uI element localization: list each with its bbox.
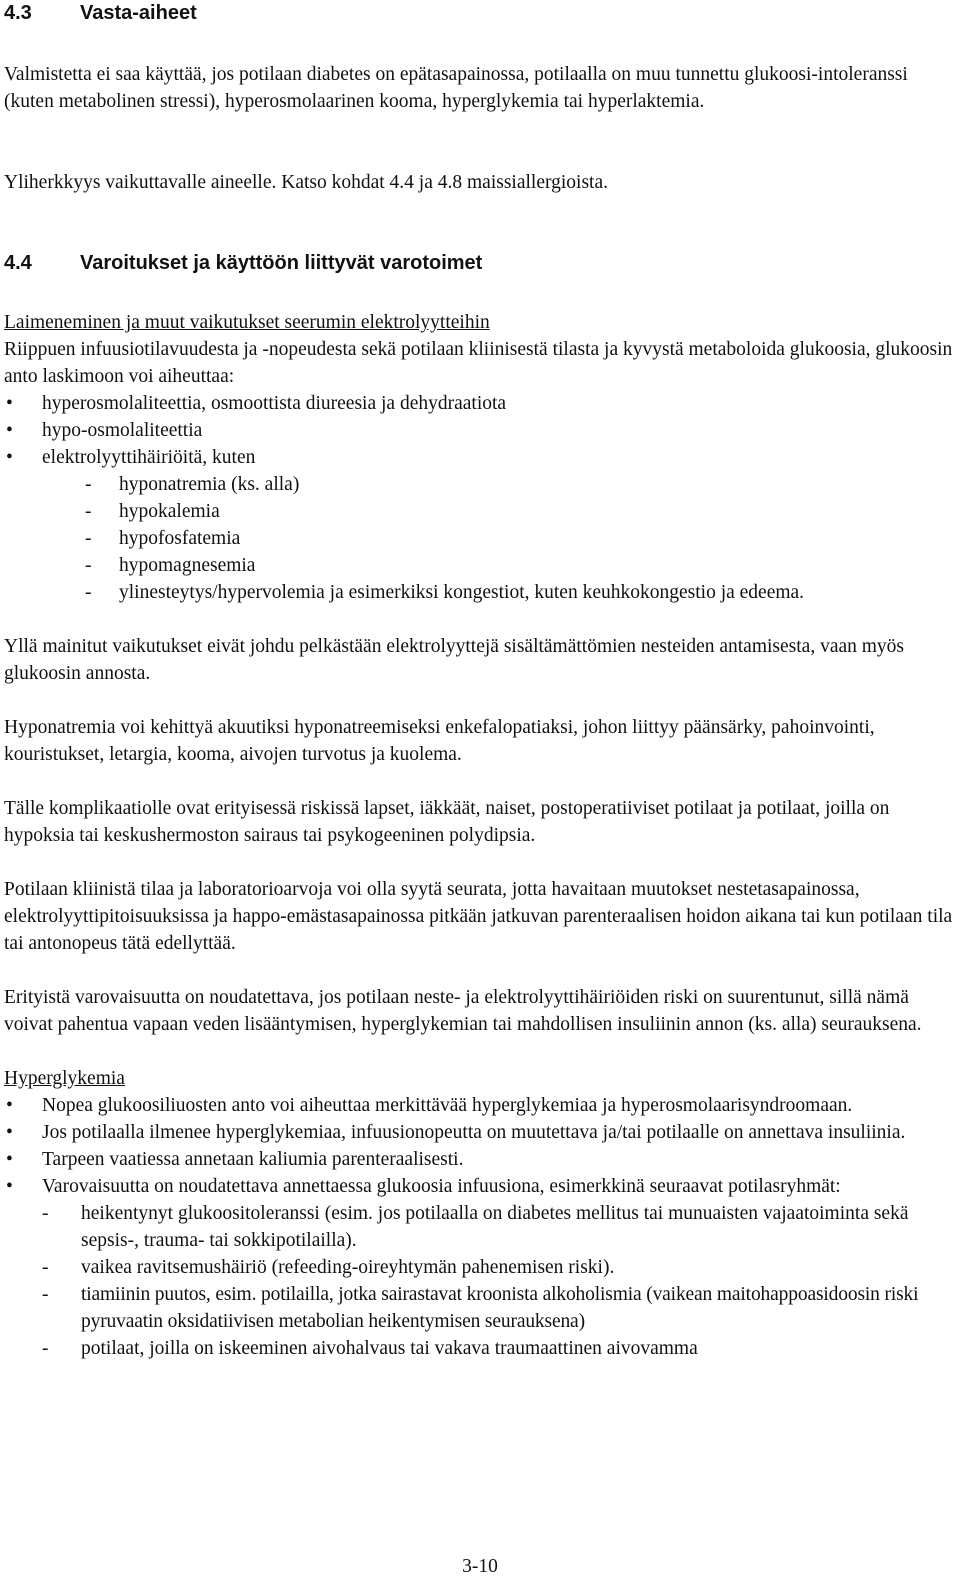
bullet-item: • hyperosmolaliteettia, osmoottista diureesia ja dehydraatiota xyxy=(4,390,956,417)
paragraph: Yllä mainitut vaikutukset eivät johdu pelkästään elektrolyyttejä sisältämättömien nesteiden antamisesta, vaan myös glukoosin annosta. xyxy=(4,636,905,684)
paragraph: Erityistä varovaisuutta on noudatettava, jos potilaan neste- ja elektrolyyttihäiriöiden riski on suurentunut, sillä nämä voivat pahentua vapaan veden lisääntymisen, hyperglykemian tai mahdollisen insuliinin annon (ks. alla) seurauksena. xyxy=(4,987,922,1035)
section-title: Vasta-aiheet xyxy=(80,2,197,24)
paragraph: Yliherkkyys vaikuttavalle aineelle. Katso kohdat 4.4 ja 4.8 maissiallergioista. xyxy=(4,172,608,193)
subheading: Hyperglykemia xyxy=(4,1068,125,1089)
dash-item: - potilaat, joilla on iskeeminen aivohalvaus tai vakava traumaattinen aivovamma xyxy=(4,1335,956,1362)
dash-item: - hypomagnesemia xyxy=(4,552,956,579)
paragraph: Riippuen infuusiotilavuudesta ja -nopeudesta sekä potilaan kliinisestä tilasta ja kyvystä metaboloida glukoosia, glukoosin anto laskimoon voi aiheuttaa: xyxy=(4,339,953,387)
section-4-4-body xyxy=(4,309,956,1362)
section-number: 4.3 xyxy=(4,2,32,24)
bullet-item: • Nopea glukoosiliuosten anto voi aiheuttaa merkittävää hyperglykemiaa ja hyperosmolaarisyndroomaan. xyxy=(4,1092,956,1119)
paragraph: Valmistetta ei saa käyttää, jos potilaan diabetes on epätasapainossa, potilaalla on muu tunnettu glukoosi-intoleranssi (kuten metabolinen stressi), hyperosmolaarinen kooma, hyperglykemia tai hyperlaktemia. xyxy=(4,64,908,112)
paragraph: Potilaan kliinistä tilaa ja laboratorioarvoja voi olla syytä seurata, jotta havaitaan muutokset nestetasapainossa, elektrolyyttipitoisuuksissa ja happo-emästasapainossa pitkään jatkuvan parenteraalisen hoidon aikana tai kun potilaan tila tai antonopeus tätä edellyttää. xyxy=(4,879,953,954)
dash-item: - hyponatremia (ks. alla) xyxy=(4,471,956,498)
dash-item: - heikentynyt glukoositoleranssi (esim. jos potilaalla on diabetes mellitus tai munuaisten vajaatoiminta sekä sepsis-, trauma- tai sokkipotilailla). xyxy=(4,1200,956,1254)
dash-item: - tiamiinin puutos, esim. potilailla, jotka sairastavat kroonista alkoholismia (vaikean maitohappoasidoosin riski pyruvaatin oksidatiivisen metabolian heikentymisen seurauksena) xyxy=(4,1281,956,1335)
bullet-item: • Jos potilaalla ilmenee hyperglykemiaa, infuusionopeutta on muutettava ja/tai potilaalle on annettava insuliinia. xyxy=(4,1119,956,1146)
page-number: 3-10 xyxy=(462,1556,498,1577)
paragraph: Hyponatremia voi kehittyä akuutiksi hyponatreemiseksi enkefalopatiaksi, johon liittyy päänsärky, pahoinvointi, kouristukset, letargia, kooma, aivojen turvotus ja kuolema. xyxy=(4,717,875,765)
dash-item: - ylinesteytys/hypervolemia ja esimerkiksi kongestiot, kuten keuhkokongestio ja edeema. xyxy=(4,579,956,606)
dash-item: - vaikea ravitsemushäiriö (refeeding-oireyhtymän pahenemisen riski). xyxy=(4,1254,956,1281)
bullet-item: • Varovaisuutta on noudatettava annettaessa glukoosia infuusiona, esimerkkinä seuraavat potilasryhmät: xyxy=(4,1173,956,1200)
dash-item: - hypokalemia xyxy=(4,498,956,525)
section-number: 4.4 xyxy=(4,252,32,274)
bullet-item: • hypo-osmolaliteettia xyxy=(4,417,956,444)
dash-item: - hypofosfatemia xyxy=(4,525,956,552)
section-4-3-heading xyxy=(4,0,197,26)
paragraph: Tälle komplikaatiolle ovat erityisessä riskissä lapset, iäkkäät, naiset, postoperatiiviset potilaat ja potilaat, joilla on hypoksia tai keskushermoston sairaus tai psykogeeninen polydipsia. xyxy=(4,798,890,846)
bullet-item: • elektrolyyttihäiriöitä, kuten xyxy=(4,444,956,471)
section-title: Varoitukset ja käyttöön liittyvät varotoimet xyxy=(80,252,483,274)
section-4-4-heading xyxy=(4,250,482,276)
subheading: Laimeneminen ja muut vaikutukset seerumin elektrolyytteihin xyxy=(4,312,490,333)
bullet-item: • Tarpeen vaatiessa annetaan kaliumia parenteraalisesti. xyxy=(4,1146,956,1173)
